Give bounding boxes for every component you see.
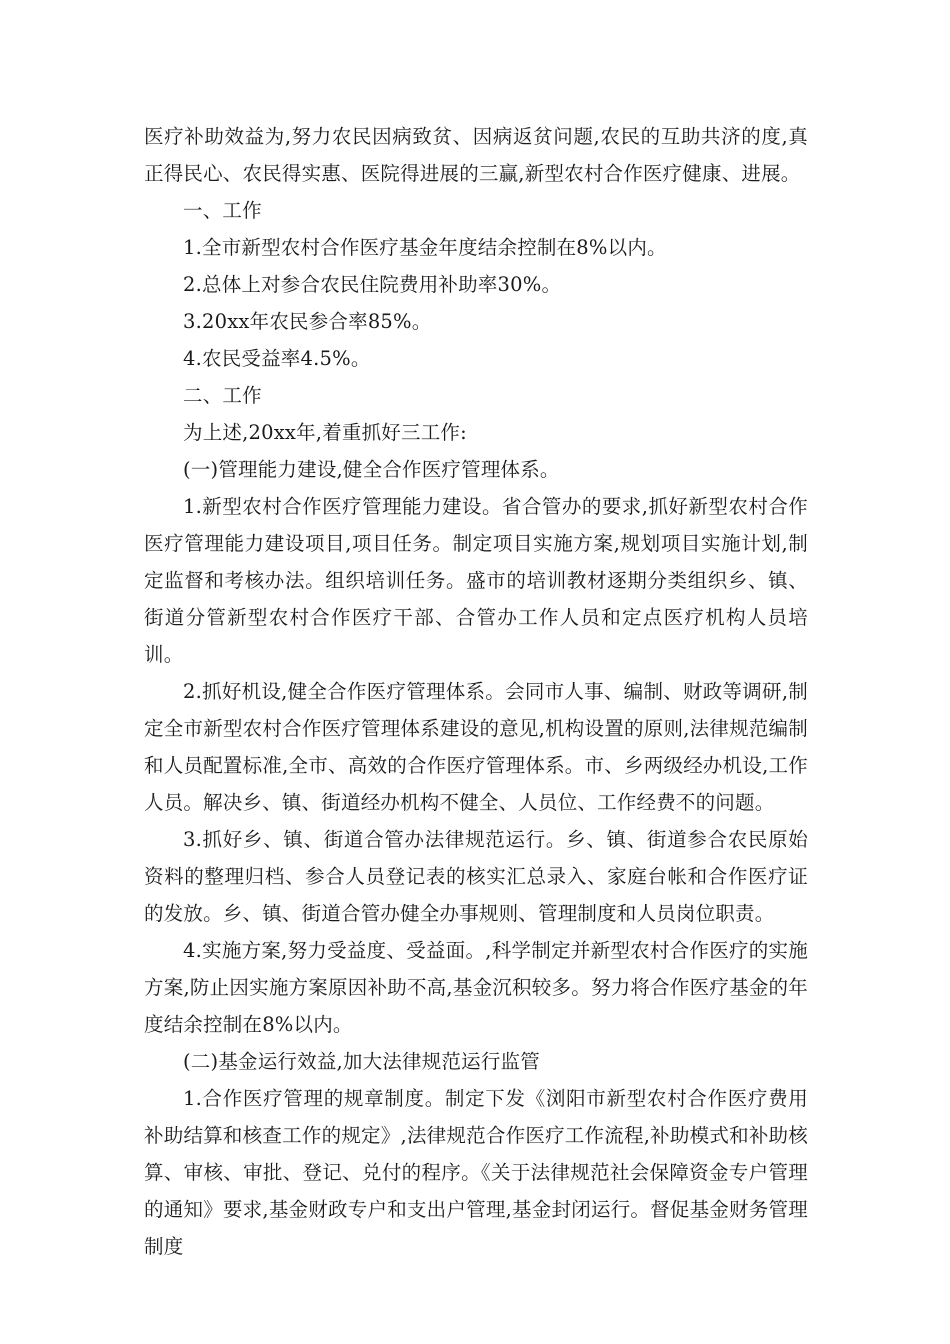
paragraph-part-1-item-3: 3.抓好乡、镇、街道合管办法律规范运行。乡、镇、街道参合农民原始资料的整理归档、参合人员登记表的核实汇总录入、家庭台帐和合作医疗证的发放。乡、镇、街道合管办健全办事规则、管理制度和人员岗位职责。 xyxy=(144,828,808,925)
document-body xyxy=(144,118,808,1265)
list-item-goal-1: 1.全市新型农村合作医疗基金年度结余控制在8%以内。 xyxy=(183,236,667,259)
paragraph-intro: 医疗补助效益为,努力农民因病致贫、因病返贫问题,农民的互助共济的度,真正得民心、农民得实惠、医院得进展的三赢,新型农村合作医疗健康、进展。 xyxy=(144,125,808,185)
paragraph-section-2-intro: 为上述,20xx年,着重抓好三工作: xyxy=(183,421,467,444)
subheading-part-1: (一)管理能力建设,健全合作医疗管理体系。 xyxy=(183,458,560,481)
paragraph-part-2-item-1: 1.合作医疗管理的规章制度。制定下发《浏阳市新型农村合作医疗费用补助结算和核查工作的规定》,法律规范合作医疗工作流程,补助模式和补助核算、审核、审批、登记、兑付的程序。《关于法律规范社会保障资金专户管理的通知》要求,基金财政专户和支出户管理,基金封闭运行。督促基金财务管理制度 xyxy=(144,1087,808,1258)
list-item-goal-3: 3.20xx年农民参合率85%。 xyxy=(183,310,432,333)
list-item-goal-2: 2.总体上对参合农民住院费用补助率30%。 xyxy=(183,273,562,296)
heading-section-2: 二、工作 xyxy=(183,384,262,407)
paragraph-part-1-item-4: 4.实施方案,努力受益度、受益面。,科学制定并新型农村合作医疗的实施方案,防止因实施方案原因补助不高,基金沉积较多。努力将合作医疗基金的年度结余控制在8%以内。 xyxy=(144,939,808,1036)
heading-section-1: 一、工作 xyxy=(183,199,262,222)
paragraph-part-1-item-2: 2.抓好机设,健全合作医疗管理体系。会同市人事、编制、财政等调研,制定全市新型农村合作医疗管理体系建设的意见,机构设置的原则,法律规范编制和人员配置标准,全市、高效的合作医疗管理体系。市、乡两级经办机设,工作人员。解决乡、镇、街道经办机构不健全、人员位、工作经费不的问题。 xyxy=(144,680,808,814)
subheading-part-2: (二)基金运行效益,加大法律规范运行监管 xyxy=(183,1050,540,1073)
paragraph-part-1-item-1: 1.新型农村合作医疗管理能力建设。省合管办的要求,抓好新型农村合作医疗管理能力建设项目,项目任务。制定项目实施方案,规划项目实施计划,制定监督和考核办法。组织培训任务。盛市的培训教材逐期分类组织乡、镇、街道分管新型农村合作医疗干部、合管办工作人员和定点医疗机构人员培训。 xyxy=(144,495,808,666)
list-item-goal-4: 4.农民受益率4.5%。 xyxy=(183,347,371,370)
